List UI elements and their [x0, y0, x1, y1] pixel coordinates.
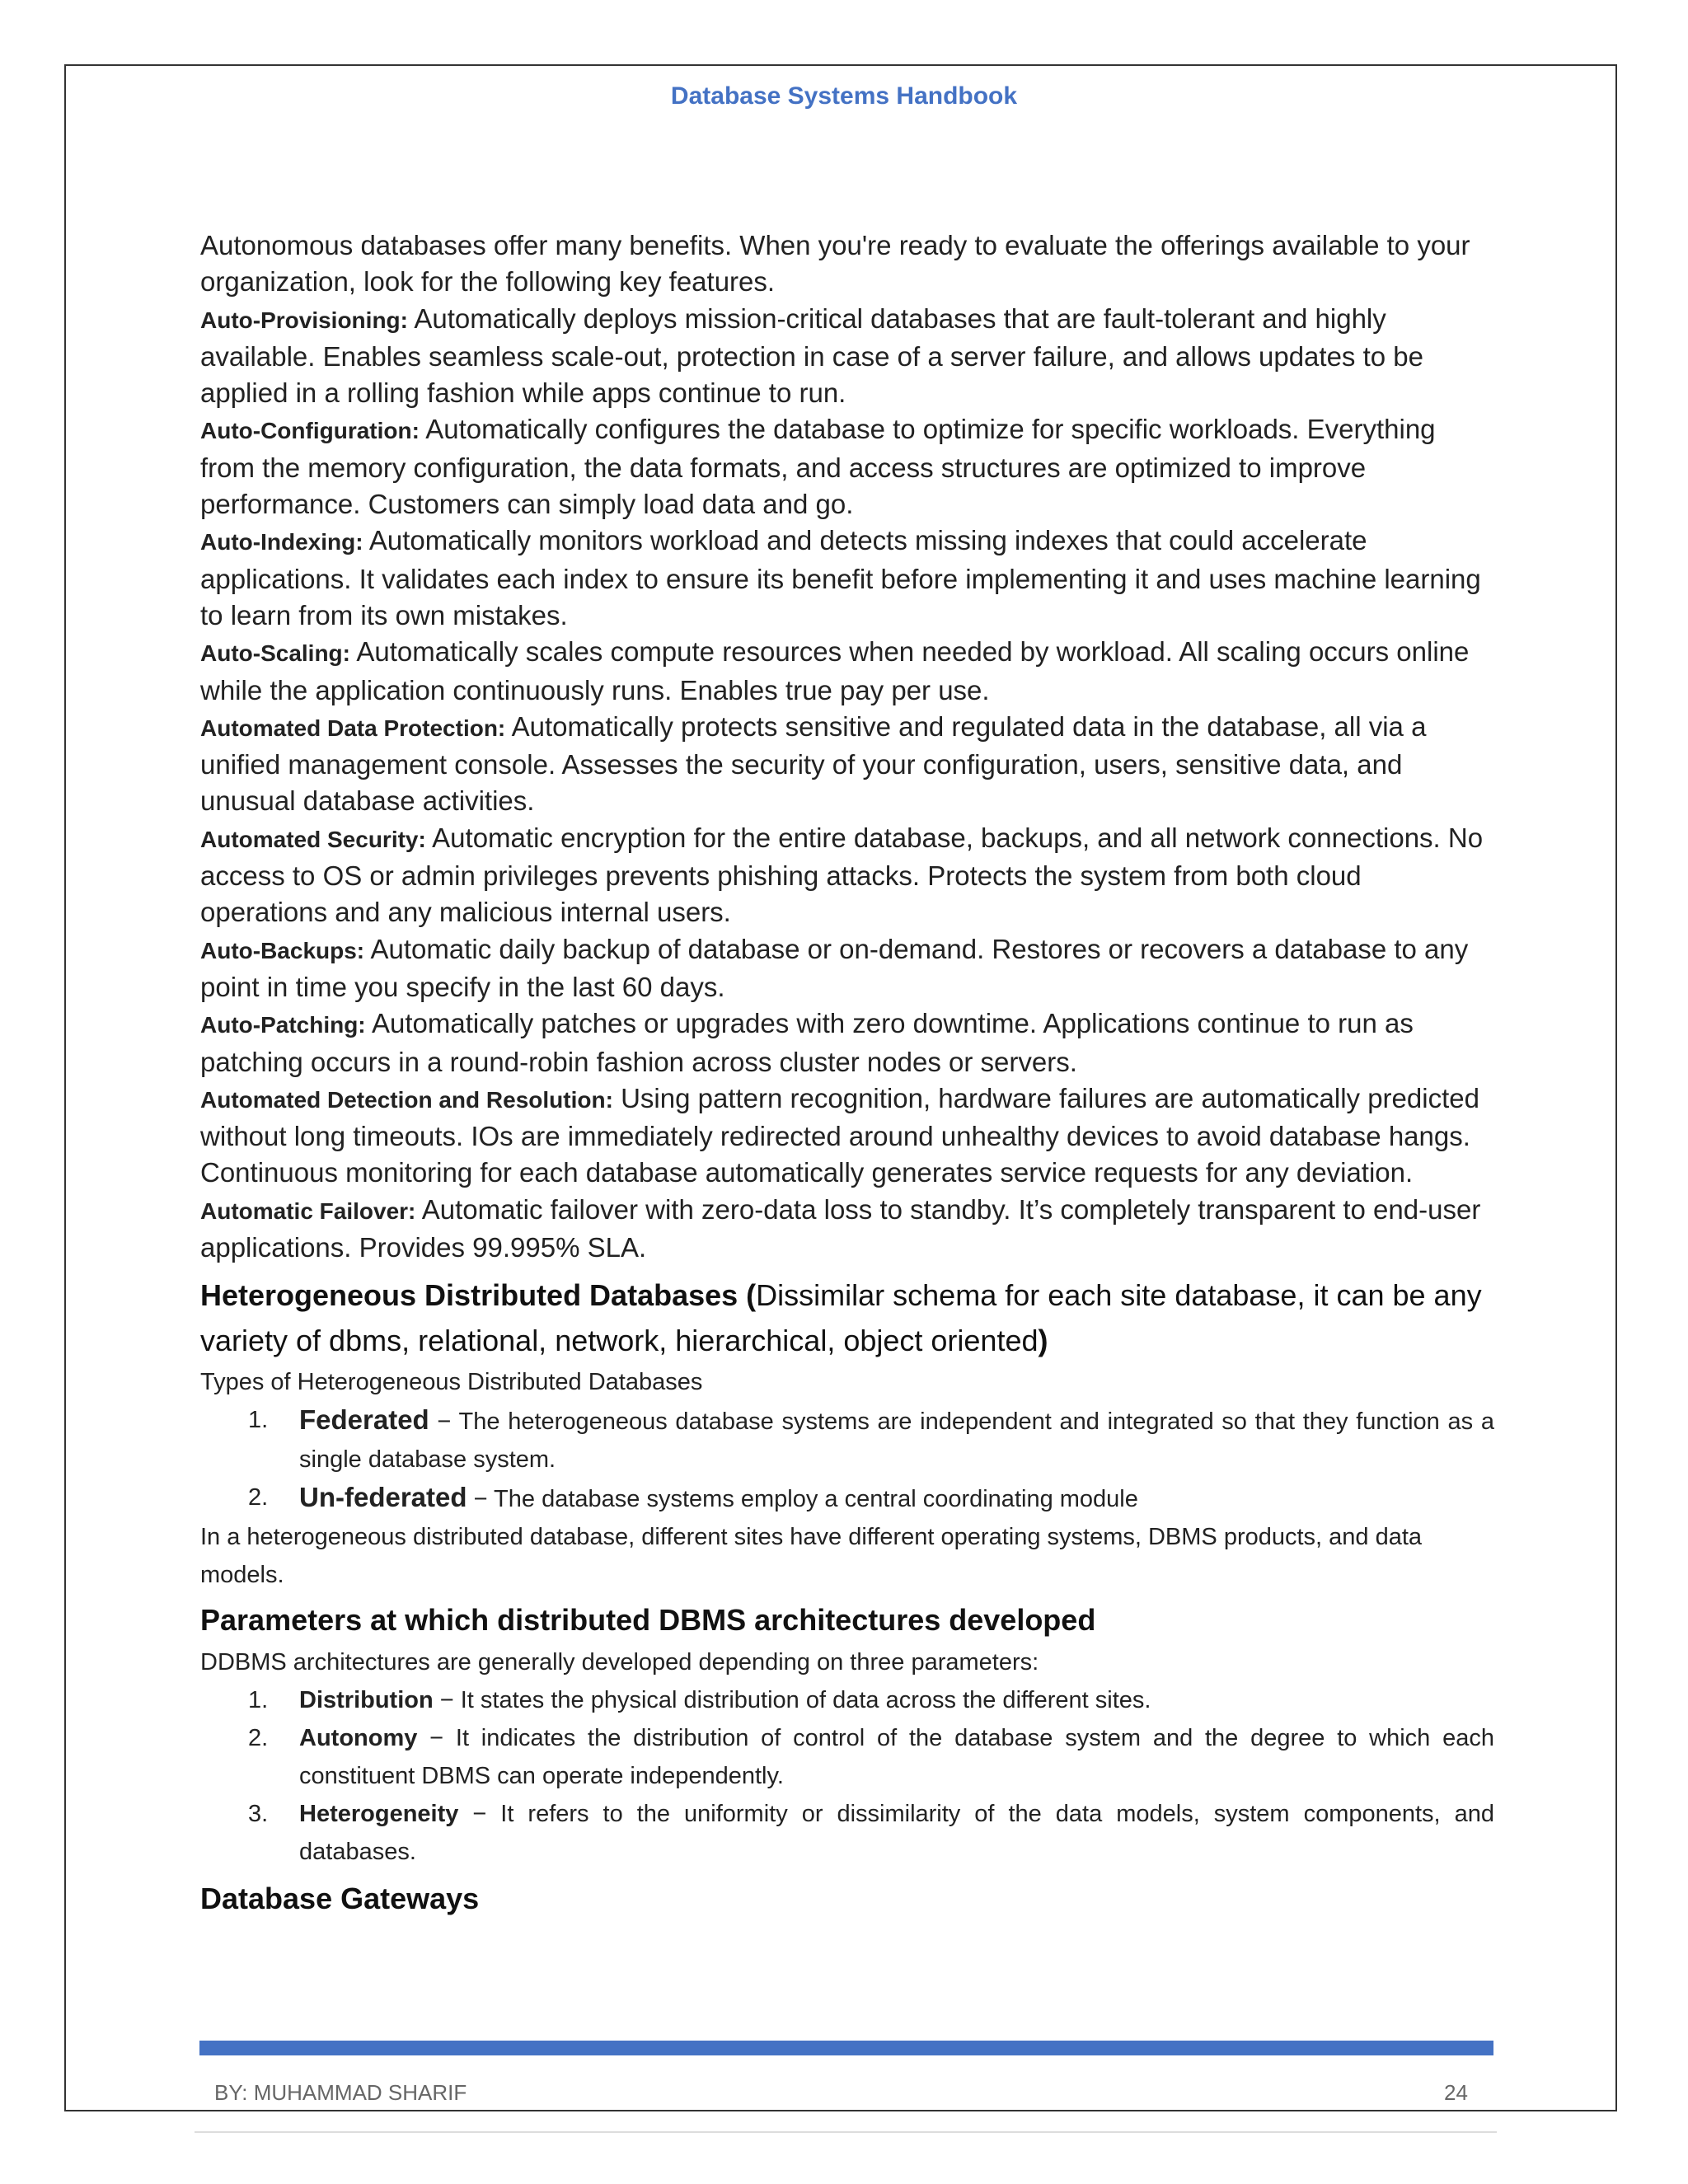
page-number: 24: [1444, 2080, 1468, 2105]
section-heading-heterogeneous: Heterogeneous Distributed Databases (Dissimilar schema for each site database, it can be any variety of dbms, relational, network, hierarchical, object oriented): [200, 1278, 1482, 1358]
feature-paragraph: [200, 301, 1494, 412]
running-header: Database Systems Handbook: [670, 82, 1018, 110]
footer-bar: [199, 2041, 1493, 2055]
list-item: 2. Autonomy − It indicates the distribution of control of the database system and the degree to which each constituent DBMS can operate independently.: [248, 1725, 1494, 1790]
section-heading-gateways: Database Gateways: [200, 1882, 480, 1916]
feature-term: Automated Data Protection:: [200, 715, 506, 741]
feature-term: Auto-Configuration:: [200, 418, 420, 444]
bottom-divider: [195, 2131, 1497, 2133]
feature-term: Auto-Scaling:: [200, 640, 350, 667]
feature-paragraph: [200, 634, 1494, 709]
feature-text: Automatically scales compute resources when needed by workload. All scaling occurs online while the application continuously runs. Enables true pay per use.: [200, 636, 1470, 705]
feature-text: Automatically deploys mission-critical databases that are fault-tolerant and highly available. Enables seamless scale-out, protection in case of a server failure, and allows updates to be applied in a rolling fashion while apps continue to run.: [200, 302, 1424, 409]
list-item: 3. Heterogeneity − It refers to the uniformity or dissimilarity of the data models, system components, and databases.: [248, 1801, 1494, 1866]
list-item: 1. Federated − The heterogeneous database systems are independent and integrated so that they function as a single database system.: [248, 1404, 1494, 1474]
list-item: 2. Un-federated − The database systems employ a central coordinating module: [248, 1482, 1138, 1513]
feature-text: Automatically protects sensitive and regulated data in the database, all via a unified management console. Assesses the security of your configuration, users, sensitive data, and unusual database activities.: [200, 710, 1427, 817]
types-label: Types of Heterogeneous Distributed Databases: [200, 1369, 703, 1396]
feature-paragraph: [200, 1080, 1494, 1192]
heterogeneous-summary: In a heterogeneous distributed database, different sites have different operating systems, DBMS products, and data models.: [200, 1524, 1423, 1589]
feature-text: Automatic encryption for the entire database, backups, and all network connections. No access to OS or admin privileges prevents phishing attacks. Protects the system from both cloud operations and any malicious internal users.: [200, 822, 1484, 928]
feature-paragraph: [200, 931, 1494, 1006]
heterogeneous-types-list: [200, 1401, 1494, 1518]
feature-paragraph: [200, 523, 1494, 634]
feature-term: Auto-Patching:: [200, 1012, 366, 1038]
feature-paragraph: [200, 1005, 1494, 1080]
intro-lead: Autonomous databases offer many benefits. When you're ready to evaluate the offerings available to your organization, look for the following key features.: [200, 230, 1470, 298]
list-item: 1. Distribution − It states the physical distribution of data across the different sites.: [248, 1687, 1151, 1714]
feature-text: Automatically patches or upgrades with zero downtime. Applications continue to run as patching occurs in a round-robin fashion across cluster nodes or servers.: [200, 1008, 1414, 1077]
autonomous-features: [200, 227, 1494, 1266]
feature-text: Automatically monitors workload and detects missing indexes that could accelerate applications. It validates each index to ensure its benefit before implementing it and uses machine learning to learn from its own mistakes.: [200, 525, 1481, 630]
feature-text: Using pattern recognition, hardware failures are automatically predicted without long timeouts. IOs are immediately redirected around unhealthy devices to avoid database hangs. Continuous monitoring for each database automatically generates service requests for any deviation.: [200, 1082, 1479, 1188]
feature-paragraph: [200, 709, 1494, 820]
feature-term: Automated Detection and Resolution:: [200, 1086, 613, 1113]
feature-paragraph: [200, 820, 1494, 931]
parameters-list: [200, 1681, 1494, 1871]
page-content: [200, 227, 1494, 1924]
feature-term: Auto-Backups:: [200, 937, 365, 963]
feature-paragraph: [200, 1192, 1494, 1267]
footer-author: BY: MUHAMMAD SHARIF: [214, 2080, 467, 2105]
parameters-lead: DDBMS architectures are generally developed depending on three parameters:: [200, 1649, 1039, 1676]
section-heading-parameters: Parameters at which distributed DBMS architectures developed: [200, 1603, 1096, 1638]
feature-text: Automatic failover with zero-data loss to standby. It’s completely transparent to end-user applications. Provides 99.995% SLA.: [200, 1193, 1481, 1263]
feature-term: Automated Security:: [200, 826, 426, 852]
feature-term: Auto-Provisioning:: [200, 307, 408, 333]
feature-term: Auto-Indexing:: [200, 529, 363, 555]
feature-text: Automatically configures the database to optimize for specific workloads. Everything from the memory configuration, the data formats, and access structures are optimized to improve performance. Customers can simply load data and go.: [200, 414, 1436, 520]
feature-paragraph: [200, 411, 1494, 523]
feature-text: Automatic daily backup of database or on-demand. Restores or recovers a database to any point in time you specify in the last 60 days.: [200, 933, 1469, 1002]
feature-term: Automatic Failover:: [200, 1197, 416, 1224]
